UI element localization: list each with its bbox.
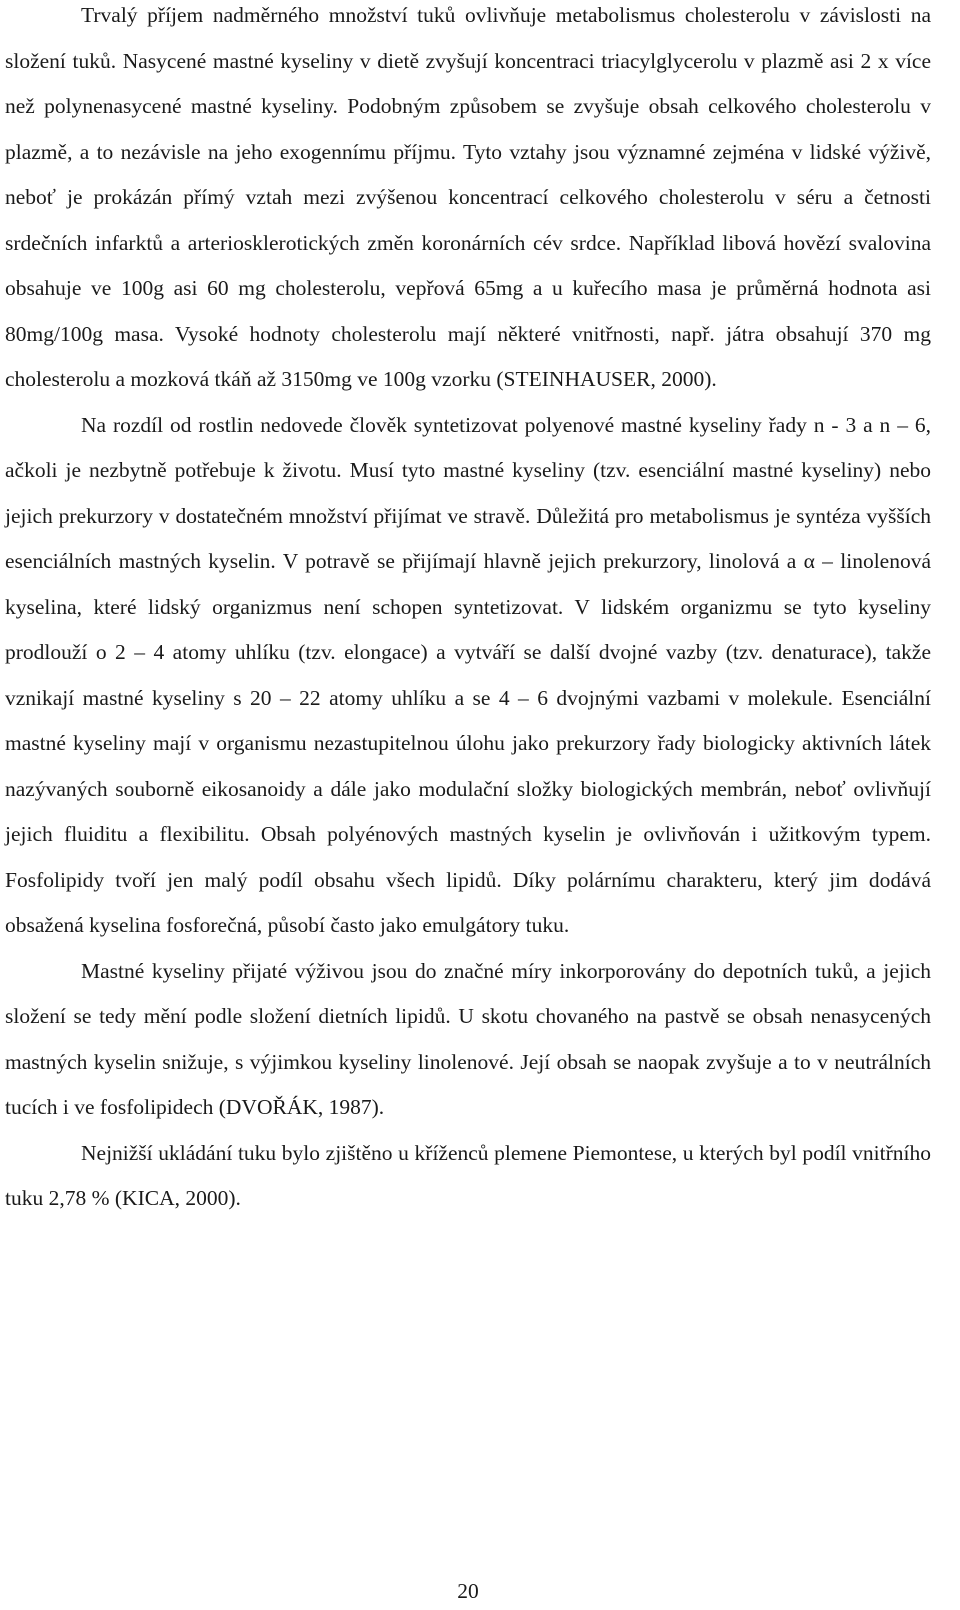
page-number: 20 [457,1579,479,1603]
paragraph-essential-fatty-acids: Na rozdíl od rostlin nedovede člověk syntetizovat polyenové mastné kyseliny řady n - 3 a n – 6, ačkoli je nezbytně potřebuje k životu. Musí tyto mastné kyseliny (tzv. esenciální mastné kyseliny) nebo jejich prekurzory v dostatečném množství přijímat ve stravě. Důležitá pro metabolismus je syntéza vyšších esenciálních mastných kyselin. V potravě se přijímají hlavně jejich prekurzory, linolová a α – linolenová kyselina, které lidský organizmus není schopen syntetizovat. V lidském organizmu se tyto kyseliny prodlouží o 2 – 4 atomy uhlíku (tzv. elongace) a vytváří se další dvojné vazby (tzv. denaturace), takže vznikají mastné kyseliny s 20 – 22 atomy uhlíku a se 4 – 6 dvojnými vazbami v molekule. Esenciální mastné kyseliny mají v organismu nezastupitelnou úlohu jako prekurzory řady biologicky aktivních látek nazývaných souborně eikosanoidy a dále jako modulační složky biologických membrán, neboť ovlivňují jejich fluiditu a flexibilitu. Obsah polyénových mastných kyselin je ovlivňován i užitkovým typem. Fosfolipidy tvoří jen malý podíl obsahu všech lipidů. Díky polárnímu charakteru, který jim dodává obsažená kyselina fosforečná, působí často jako emulgátory tuku. [5,412,931,937]
paragraph-depot-fats: Mastné kyseliny přijaté výživou jsou do značné míry inkorporovány do depotních tuků, a jejich složení se tedy mění podle složení dietních lipidů. U skotu chovaného na pastvě se obsah nenasycených mastných kyselin snižuje, s výjimkou kyseliny linolenové. Její obsah se naopak zvyšuje a to v neutrálních tucích i ve fosfolipidech (DVOŘÁK, 1987). [5,958,931,1119]
body-text [5,0,931,1222]
paragraph-piemontese: Nejnižší ukládání tuku bylo zjištěno u kříženců plemene Piemontese, u kterých byl podíl vnitřního tuku 2,78 % (KICA, 2000). [5,1140,931,1210]
paragraph-cholesterol: Trvalý příjem nadměrného množství tuků ovlivňuje metabolismus cholesterolu v závislosti na složení tuků. Nasycené mastné kyseliny v dietě zvyšují koncentraci triacylglycerolu v plazmě asi 2 x více než polynenasycené mastné kyseliny. Podobným způsobem se zvyšuje obsah celkového cholesterolu v plazmě, a to nezávisle na jeho exogennímu příjmu. Tyto vztahy jsou významné zejména v lidské výživě, neboť je prokázán přímý vztah mezi zvýšenou koncentrací celkového cholesterolu v séru a četnosti srdečních infarktů a arteriosklerotických změn koronárních cév srdce. Například libová hovězí svalovina obsahuje ve 100g asi 60 mg cholesterolu, vepřová 65mg a u kuřecího masa je průměrná hodnota asi 80mg/100g masa. Vysoké hodnoty cholesterolu mají některé vnitřnosti, např. játra obsahují 370 mg cholesterolu a mozková tkáň až 3150mg ve 100g vzorku (STEINHAUSER, 2000). [5,3,931,391]
